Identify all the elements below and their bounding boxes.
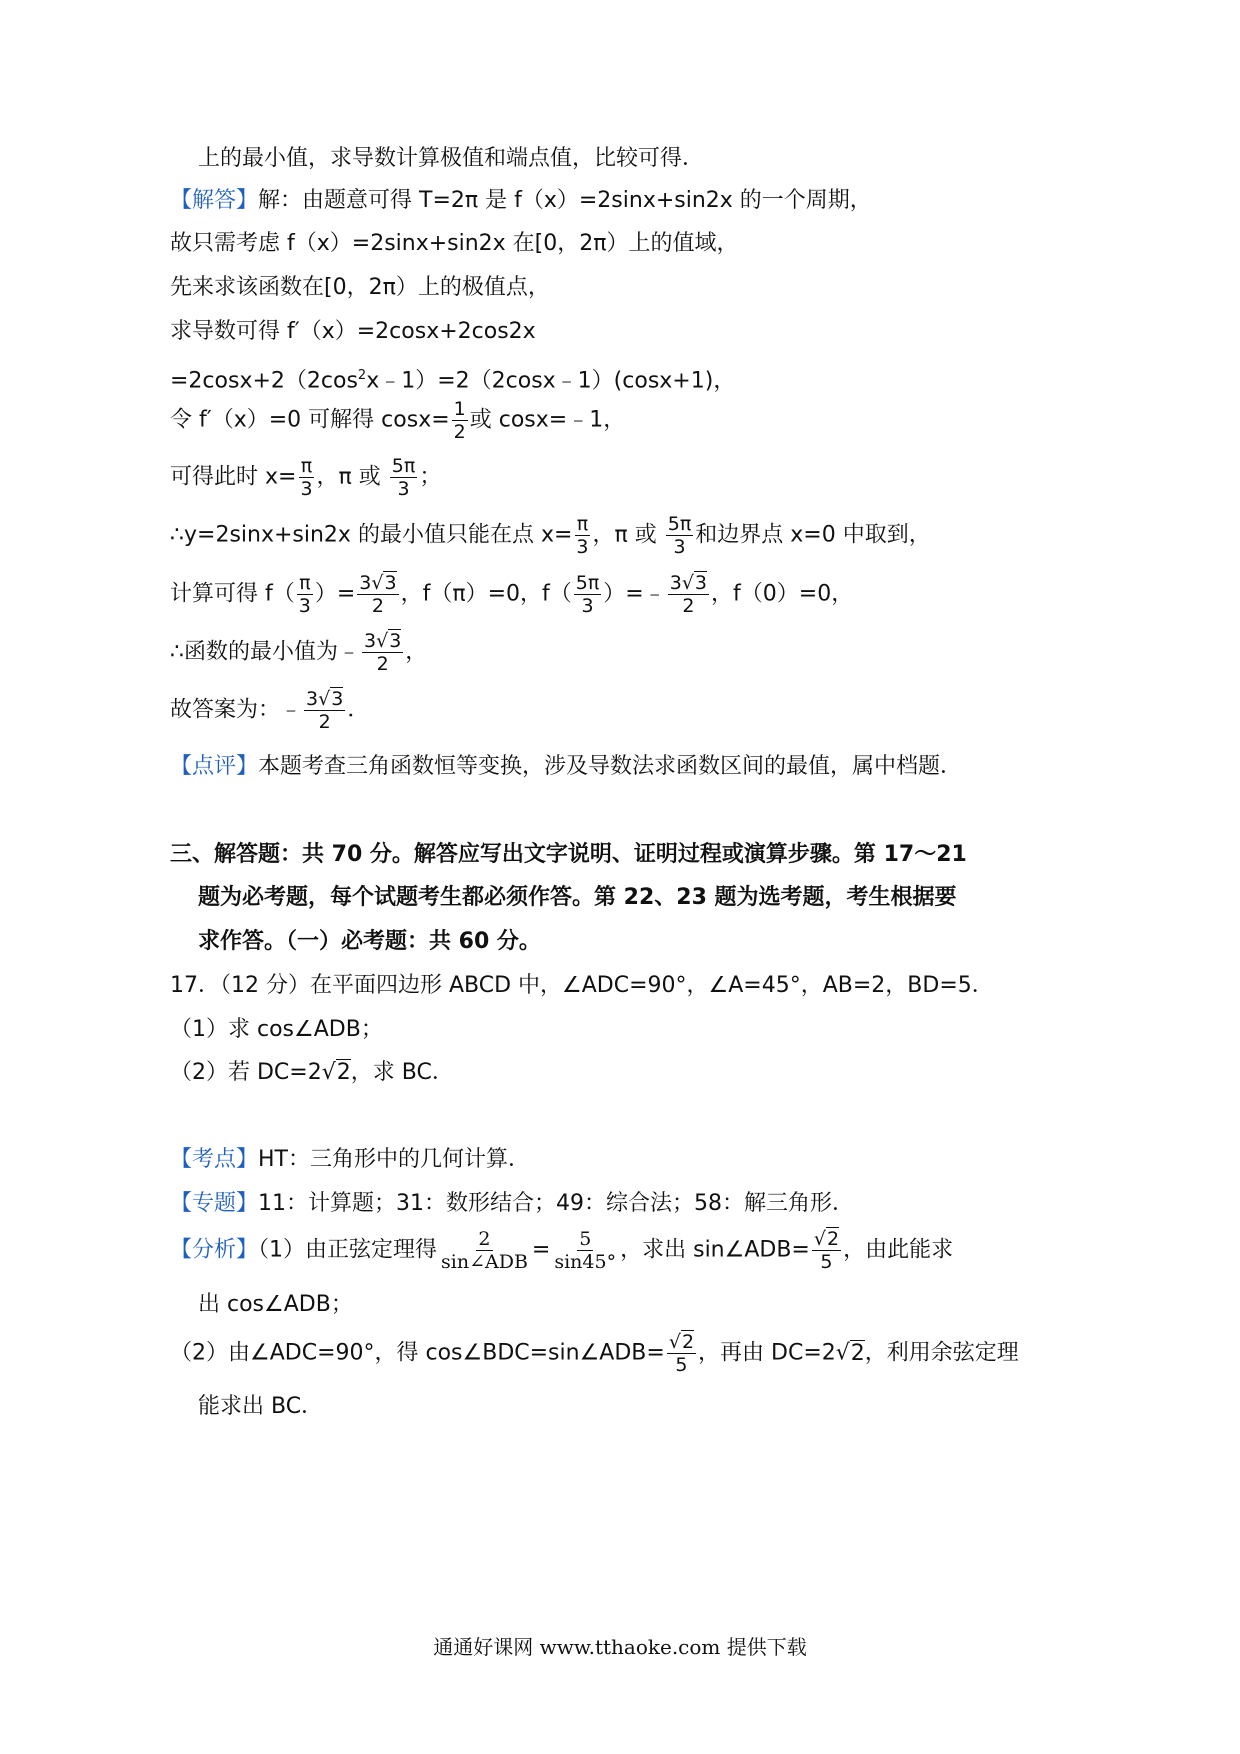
solution-line-6: [170, 361, 735, 396]
denominator: 3: [300, 478, 313, 500]
text: ，利用余弦定理: [864, 1340, 1019, 1366]
knowledge-point-line: [170, 1145, 530, 1175]
fraction-3root3-over-2: [357, 572, 398, 617]
denominator: 2: [376, 653, 389, 675]
numerator: 5π: [575, 572, 600, 594]
coefficient: 3: [669, 572, 682, 594]
analysis-line-3: （2）由∠ADC=90°，得 cos∠BDC=sin∠ADB= $\frac{√2}{5}$ ，再由 DC=2√2，利用余弦定理: [170, 1331, 1019, 1376]
fraction-5-over-sin45: [552, 1228, 618, 1273]
topic-tag: 【专题】: [170, 1191, 259, 1216]
fraction-pi-over-3: [297, 572, 313, 617]
text: 或 cosx=﹣1，: [469, 407, 626, 433]
radicand: 2: [681, 1331, 695, 1353]
solution-line-2: [170, 186, 872, 216]
denominator: 3: [581, 595, 594, 617]
text: ）=﹣: [603, 581, 666, 607]
question-17-part-2: （2）若 DC=2√2，求 BC．: [170, 1060, 454, 1085]
text: 本题考查三角函数恒等变换，涉及导数法求函数区间的最值，属中档题．: [258, 754, 963, 779]
text: ，f（0）=0，: [711, 581, 854, 607]
section-heading-line-2: 题为必考题，每个试题考生都必须作答。第 22、23 题为选考题，考生根据要: [198, 885, 957, 910]
radicand: 3: [384, 572, 397, 594]
solution-line-8: [170, 455, 441, 500]
denominator: 2: [371, 595, 384, 617]
superscript: 2: [357, 368, 367, 383]
section-heading-line-3: 求作答。（一）必考题：共 60 分。: [198, 929, 541, 954]
numerator: π: [300, 455, 313, 477]
fraction-pi-over-3: [298, 455, 314, 500]
fraction-5pi-over-3: [574, 572, 602, 617]
denominator: 2: [318, 711, 331, 733]
text: ，由此能求: [843, 1237, 954, 1263]
radicand: 2: [336, 1060, 351, 1085]
text: ，求出 sin∠ADB=: [620, 1237, 810, 1263]
fraction-5pi-over-3: [390, 455, 418, 500]
solution-line-4: 先来求该函数在[0，2π）上的极值点，: [170, 275, 550, 300]
denominator: 3: [298, 595, 311, 617]
text: 解：由题意可得 T=2π 是 f（x）=2sinx+sin2x 的一个周期，: [258, 188, 872, 213]
text: 令 f′（x）=0 可解得 cosx=: [170, 407, 450, 433]
denominator: 5: [675, 1354, 688, 1376]
footer-watermark: 通通好课网 www.tthaoke.com 提供下载: [433, 1635, 807, 1659]
denominator: 2: [453, 421, 466, 443]
text: （1）由正弦定理得: [258, 1237, 438, 1263]
text: （2）若 DC=2: [170, 1060, 322, 1085]
text: HT：三角形中的几何计算．: [258, 1147, 530, 1172]
solution-line-1: 上的最小值，求导数计算极值和端点值，比较可得．: [198, 146, 705, 171]
radicand: 3: [694, 572, 708, 594]
comment-line: [170, 752, 962, 782]
text: 11：计算题；31：数形结合；49：综合法；58：解三角形．: [258, 1191, 854, 1216]
text: ∴函数的最小值为﹣: [170, 639, 360, 665]
fraction-3root3-over-2: [362, 630, 403, 675]
text: ，f（π）=0，f（: [400, 581, 572, 607]
numerator: 3√3: [359, 572, 397, 594]
topic-line: [170, 1189, 854, 1219]
radicand: 2: [826, 1228, 840, 1250]
text: ，求 BC．: [350, 1060, 454, 1085]
knowledge-point-tag: 【考点】: [170, 1147, 259, 1172]
text: ，: [405, 639, 428, 665]
denominator: 2: [682, 595, 695, 617]
solution-line-7: [170, 398, 625, 443]
coefficient: 3: [306, 688, 319, 710]
analysis-tag: 【分析】: [170, 1237, 259, 1263]
denominator: 3: [397, 478, 410, 500]
solution-line-5: 求导数可得 f′（x）=2cosx+2cos2x: [170, 319, 536, 344]
numerator: π: [299, 572, 311, 594]
section-heading-line-1: 三、解答题：共 70 分。解答应写出文字说明、证明过程或演算步骤。第 17～21: [170, 842, 967, 867]
numerator: 5π: [391, 455, 416, 477]
solution-line-10: [170, 572, 853, 617]
solution-line-12: [170, 688, 369, 733]
text: ∴y=2sinx+sin2x 的最小值只能在点 x=: [170, 522, 573, 548]
answer-tag: 【解答】: [170, 188, 259, 213]
denominator: 5: [820, 1251, 833, 1273]
solution-line-3: 故只需考虑 f（x）=2sinx+sin2x 在[0，2π）上的值域，: [170, 231, 739, 256]
text: =2cosx+2（2cos: [170, 368, 358, 394]
text: =: [531, 1237, 551, 1263]
text: ；: [419, 464, 442, 490]
coefficient: 3: [364, 630, 377, 652]
fraction-root2-over-5: [812, 1228, 841, 1273]
analysis-line-2: 出 cos∠ADB；: [198, 1292, 353, 1317]
question-17-stem: 17．（12 分）在平面四边形 ABCD 中，∠ADC=90°，∠A=45°，AB=2，BD=5．: [170, 973, 994, 998]
text: x﹣1）=2（2cosx﹣1）(cosx+1)，: [366, 368, 736, 394]
fraction-3root3-over-2: [304, 688, 345, 733]
numerator: 3√3: [364, 630, 402, 652]
text: 计算可得 f（: [170, 581, 295, 607]
denominator: 3: [576, 536, 589, 558]
fraction-pi-over-3: [574, 513, 590, 558]
denominator: 3: [673, 536, 686, 558]
radicand: 3: [331, 688, 344, 710]
denominator: sin45°: [554, 1251, 617, 1273]
text: 和边界点 x=0 中取到，: [695, 522, 931, 548]
text: ，再由 DC=2: [698, 1340, 836, 1366]
text: 可得此时 x=: [170, 464, 297, 490]
numerator: √2: [668, 1331, 695, 1353]
numerator: 2: [478, 1228, 491, 1250]
numerator: 1: [453, 398, 466, 420]
text: ，π 或: [592, 522, 657, 548]
text: 故答案为：﹣: [170, 697, 303, 723]
radicand: 3: [389, 630, 402, 652]
numerator: √2: [813, 1228, 840, 1250]
text: ．: [347, 697, 370, 723]
numerator: π: [576, 513, 589, 535]
fraction-2-over-sin-adb: [439, 1228, 530, 1273]
text: （2）由∠ADC=90°，得 cos∠BDC=sin∠ADB=: [170, 1340, 665, 1366]
solution-line-9: [170, 513, 931, 558]
numerator: 3√3: [669, 572, 708, 594]
analysis-line-1: [170, 1228, 953, 1273]
solution-line-11: [170, 630, 427, 675]
radicand: 2: [850, 1340, 865, 1366]
analysis-line-4: 能求出 BC．: [198, 1394, 324, 1419]
text: ，π 或: [316, 464, 381, 490]
fraction-one-half: [452, 398, 468, 443]
comment-tag: 【点评】: [170, 754, 259, 779]
denominator: sin∠ADB: [441, 1251, 528, 1273]
fraction-root2-over-5: [667, 1331, 696, 1376]
text: ）=: [314, 581, 356, 607]
fraction-5pi-over-3: [666, 513, 694, 558]
numerator: 5π: [667, 513, 692, 535]
coefficient: 3: [359, 572, 372, 594]
numerator: 5: [579, 1228, 592, 1250]
question-17-part-1: （1）求 cos∠ADB；: [170, 1017, 383, 1042]
fraction-3root3-over-2: [668, 572, 709, 617]
numerator: 3√3: [306, 688, 344, 710]
